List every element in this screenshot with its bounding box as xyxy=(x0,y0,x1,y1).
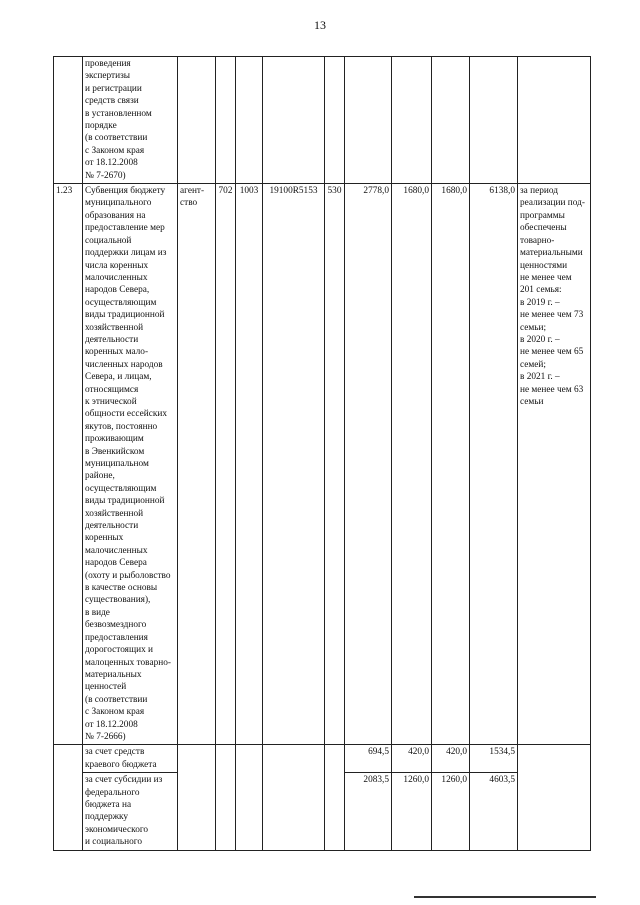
value-2021: 1680,0 xyxy=(432,184,470,745)
row-name: за счет субсидии из федерального бюджета на поддержку экономического и социального xyxy=(83,773,178,851)
value-2020: 1680,0 xyxy=(392,184,432,745)
value-2021: 1260,0 xyxy=(432,773,470,851)
table-row-continued xyxy=(54,57,591,184)
budget-table xyxy=(53,56,591,851)
value-2019: 2083,5 xyxy=(345,773,392,851)
table-row-1-23 xyxy=(54,184,591,745)
grbs-code: 702 xyxy=(216,184,236,745)
value-2020: 420,0 xyxy=(392,745,432,773)
value-total: 4603,5 xyxy=(470,773,518,851)
row-name: за счет средств краевого бюджета xyxy=(83,745,178,773)
row-name: проведения экспертизы и регистрации средств связи в установленном порядке (в соответствии с Законом края от 18.12.2008 № 7-2670) xyxy=(83,57,178,184)
vr-code: 530 xyxy=(325,184,345,745)
value-total: 6138,0 xyxy=(470,184,518,745)
rzpr-code: 1003 xyxy=(236,184,263,745)
page-number: 13 xyxy=(314,18,326,32)
value-2020: 1260,0 xyxy=(392,773,432,851)
csr-code: 19100R5153 xyxy=(263,184,325,745)
expected-result: за период реализации под- программы обеспечены товарно- материальными ценностями не менее чем 201 семья: в 2019 г. – не менее чем 73 семьи; в 2020 г. – не менее чем 65 семей; в 2021 г. – не менее чем 63 семьи xyxy=(518,184,591,745)
table-row-regional xyxy=(54,745,591,773)
table-row-federal xyxy=(54,773,591,851)
value-2021: 420,0 xyxy=(432,745,470,773)
value-2019: 2778,0 xyxy=(345,184,392,745)
footer-rule xyxy=(414,896,596,898)
value-2019: 694,5 xyxy=(345,745,392,773)
row-name: Субвенция бюджету муниципального образования на предоставление мер социальной поддержки лицам из числа коренных малочисленных народов Севера, осуществляющим виды традиционной хозяйственной деятельности коренных мало- численных народов Севера, и лицам, относящимся к этнической общности ессейских якутов, постоянно проживающим в Эвенкийском муниципальном районе, осуществляющим виды традиционной хозяйственной деятельности коренных малочисленных народов Севера (охоту и рыболовство в качестве основы существования), в виде безвозмездного предоставления дорогостоящих и малоценных товарно- материальных ценностей (в соответствии с Законом края от 18.12.2008 № 7-2666) xyxy=(83,184,178,745)
value-total: 1534,5 xyxy=(470,745,518,773)
row-number: 1.23 xyxy=(54,184,83,745)
executor: агент- ство xyxy=(178,184,216,745)
